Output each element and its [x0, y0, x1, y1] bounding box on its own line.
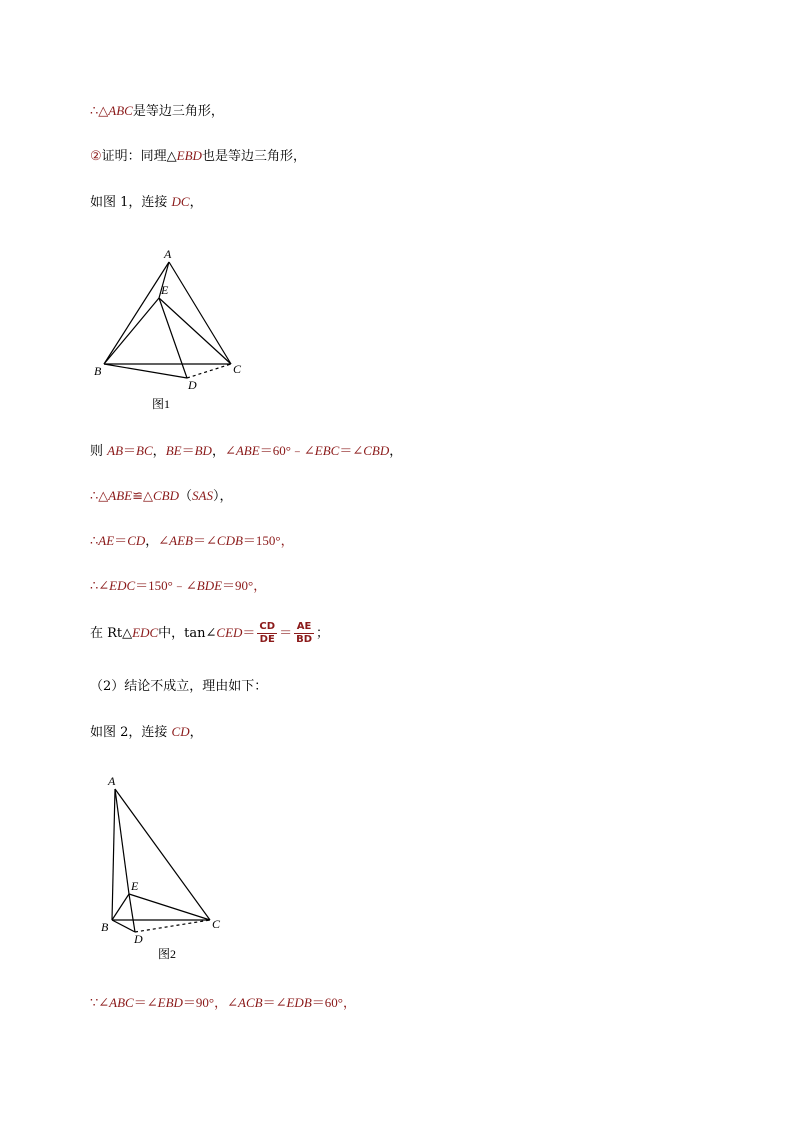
- tan-eq-1: ＝: [242, 625, 256, 640]
- text-segment: ＝150°，: [242, 533, 294, 548]
- line-congruent: [90, 487, 232, 506]
- fig2-caption: 图2: [158, 947, 177, 961]
- text-segment: 则: [90, 444, 108, 459]
- text-segment: BE: [165, 443, 182, 458]
- text-segment: EBD: [176, 148, 202, 163]
- text-segment: ＝90°，: [222, 578, 267, 593]
- text-segment: ，: [145, 534, 159, 549]
- fig1-label-d: D: [188, 378, 197, 392]
- text-segment: ABC: [109, 995, 134, 1010]
- text-segment: BDE: [196, 578, 223, 593]
- text-segment: CDB: [216, 533, 243, 548]
- line-abc-equilateral: [90, 102, 224, 121]
- tan-prefix: 在 Rt△: [90, 626, 133, 641]
- text-segment: 如图 1，连接: [90, 195, 172, 210]
- fraction-cd-de: [257, 621, 277, 646]
- text-segment: ，: [189, 195, 203, 210]
- fig1-caption: 图1: [152, 397, 171, 411]
- text-segment: ACB: [238, 995, 263, 1010]
- text-segment: CBD: [363, 443, 390, 458]
- fraction-1-numerator: CD: [259, 621, 276, 632]
- text-segment: ＝∠: [262, 995, 287, 1010]
- text-segment: 证明：同理△: [101, 149, 177, 164]
- text-segment: ∴△: [90, 488, 109, 503]
- text-segment: ABC: [108, 103, 133, 118]
- line-connect-cd: [90, 723, 203, 742]
- text-segment: ∴: [90, 533, 99, 548]
- text-segment: ＝∠: [193, 533, 217, 548]
- line-part2-conclusion: [90, 678, 267, 696]
- fig2-label-a: A: [108, 774, 116, 788]
- fig1-label-e: E: [161, 283, 169, 297]
- fraction-ae-bd: [294, 621, 314, 646]
- text-segment: ABE: [108, 488, 133, 503]
- text-segment: SAS: [192, 488, 213, 503]
- text-segment: ＝: [181, 443, 195, 458]
- tan-eq-2: ＝: [279, 625, 293, 640]
- text-segment: ABE: [235, 443, 260, 458]
- text-segment: BC: [136, 443, 153, 458]
- text-segment: EDC: [109, 578, 136, 593]
- text-segment: CD: [171, 724, 190, 739]
- text-segment: AB: [107, 443, 124, 458]
- line-ae-cd: [90, 532, 294, 551]
- text-segment: ∴∠: [90, 578, 110, 593]
- tan-angle: CED: [216, 625, 243, 640]
- fig2-label-c: C: [212, 917, 221, 931]
- fraction-2-denominator: BD: [296, 634, 313, 645]
- line-tan-ced: [90, 620, 329, 647]
- text-segment: ＝60°，: [311, 995, 356, 1010]
- text-segment: CD: [127, 533, 146, 548]
- text-segment: ＝: [123, 443, 137, 458]
- text-segment: AE: [98, 533, 115, 548]
- text-segment: 也是等边三角形，: [201, 149, 306, 164]
- fig1-label-c: C: [233, 362, 242, 376]
- fig2-label-e: E: [131, 879, 139, 893]
- fig2-label-b: B: [101, 920, 109, 934]
- line-sides-equal: [90, 442, 402, 461]
- text-segment: ≌△: [132, 488, 153, 503]
- text-segment: ），: [212, 489, 233, 504]
- fig1-label-a: A: [164, 247, 172, 261]
- tan-mid: 中，tan∠: [158, 626, 217, 641]
- line-angles-given: [90, 994, 356, 1013]
- text-segment: CBD: [153, 488, 179, 503]
- text-segment: ，: [152, 444, 166, 459]
- fraction-2-numerator: AE: [294, 621, 314, 634]
- line-proof-ebd: [90, 147, 306, 166]
- text-segment: ∵∠: [90, 995, 110, 1010]
- text-segment: ＝150°﹣∠: [135, 578, 197, 593]
- text-segment: 如图 2，连接: [90, 725, 172, 740]
- text-segment: （2）结论不成立，理由如下：: [90, 679, 268, 694]
- text-segment: EBD: [157, 995, 183, 1010]
- line-angle-edc: [90, 577, 266, 596]
- text-segment: ＝60°﹣∠: [259, 443, 315, 458]
- tan-end: ；: [316, 626, 330, 641]
- text-segment: BD: [194, 443, 212, 458]
- text-segment: ，: [211, 444, 225, 459]
- text-segment: EBC: [314, 443, 340, 458]
- text-segment: 是等边三角形，: [132, 104, 224, 119]
- text-segment: ＝: [114, 533, 128, 548]
- fig2-label-d: D: [134, 932, 143, 946]
- fig1-label-b: B: [94, 364, 102, 378]
- text-segment: ＝90°，∠: [182, 995, 239, 1010]
- text-segment: ∠: [158, 533, 170, 548]
- text-segment: ，: [189, 725, 203, 740]
- text-segment: ＝∠: [339, 443, 364, 458]
- text-segment: ，: [389, 444, 403, 459]
- tan-triangle: EDC: [132, 625, 159, 640]
- text-segment: ∠: [224, 443, 236, 458]
- text-segment: DC: [171, 194, 190, 209]
- text-segment: （: [179, 489, 193, 504]
- text-segment: ②: [90, 148, 102, 163]
- text-segment: ∴△: [90, 103, 109, 118]
- text-segment: EDB: [286, 995, 312, 1010]
- text-segment: AEB: [169, 533, 193, 548]
- text-segment: ＝∠: [133, 995, 158, 1010]
- line-connect-dc: [90, 193, 203, 212]
- fraction-1-denominator: DE: [259, 634, 275, 645]
